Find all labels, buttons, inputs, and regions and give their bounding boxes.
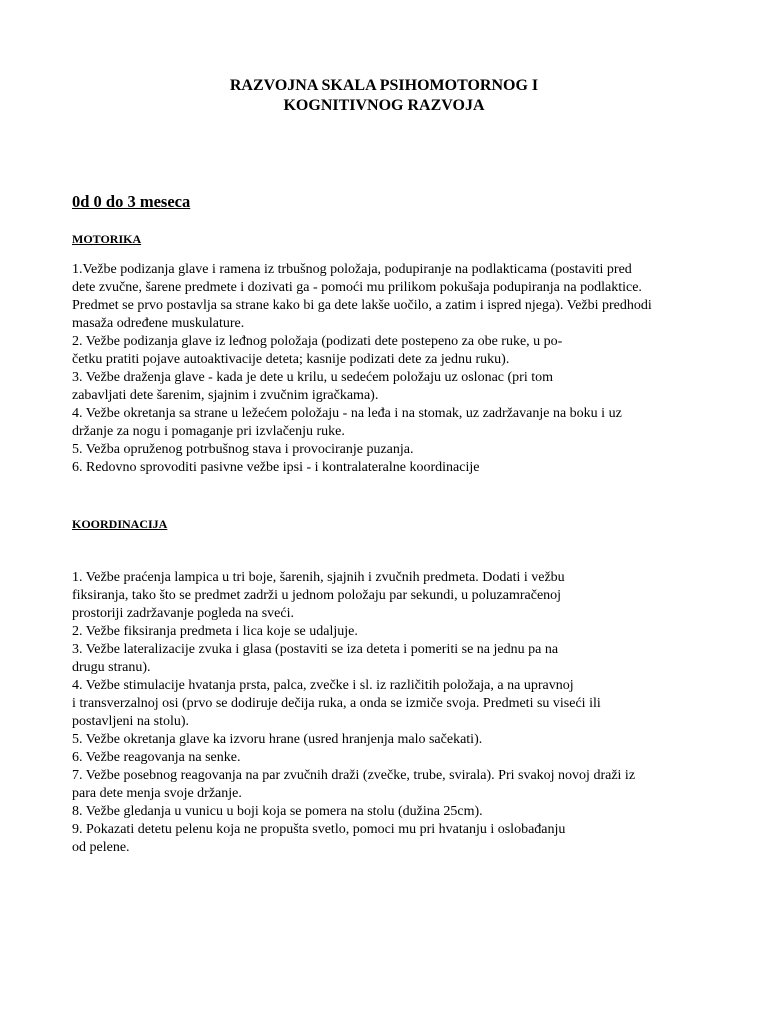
text-line: 3. Vežbe lateralizacije zvuka i glasa (postaviti se iza deteta i pomeriti se na jednu pa na — [72, 642, 559, 657]
text-line: fiksiranja, tako što se predmet zadrži u jednom položaju par sekundi, u poluzamračenoj — [72, 588, 562, 603]
text-line: 6. Redovno sprovoditi pasivne vežbe ipsi - i kontralateralne koordinacije — [72, 460, 480, 475]
text-line: 4. Vežbe okretanja sa strane u ležećem položaju - na leđa i na stomak, uz zadržavanje na boku i uz — [72, 406, 622, 421]
text-line: drugu stranu). — [72, 660, 151, 675]
text-line: 9. Pokazati detetu pelenu koja ne propušta svetlo, pomoci mu pri hvatanju i oslobađanju — [72, 822, 566, 837]
text-line: postavljeni na stolu). — [72, 714, 190, 729]
text-line: para dete menja svoje držanje. — [72, 786, 242, 801]
text-line: držanje za nogu i pomaganje pri izvlačenju ruke. — [72, 424, 345, 439]
text-line: i transverzalnoj osi (prvo se dodiruje dečija ruka, a onda se izmiče svoja. Predmeti su viseći ili — [72, 696, 601, 711]
motorika-paragraph — [72, 261, 712, 477]
text-line: 1. Vežbe praćenja lampica u tri boje, šarenih, sjajnih i zvučnih predmeta. Dodati i vežbu — [72, 570, 565, 585]
text-line: 4. Vežbe stimulacije hvatanja prsta, palca, zvečke i sl. iz različitih položaja, a na upravnoj — [72, 678, 574, 693]
text-line: dete zvučne, šarene predmete i dozivati ga - pomoći mu prilikom pokušaja podupiranja na podlaktice. — [72, 280, 642, 295]
text-line: 8. Vežbe gledanja u vunicu u boji koja se pomera na stolu (dužina 25cm). — [72, 804, 483, 819]
text-line: masaža određene muskulature. — [72, 316, 245, 331]
koordinacija-paragraph — [72, 569, 712, 857]
text-line: 5. Vežba opruženog potrbušnog stava i provociranje puzanja. — [72, 442, 414, 457]
text-line: 2. Vežbe podizanja glave iz leđnog položaja (podizati dete postepeno za obe ruke, u po- — [72, 334, 563, 349]
text-line: 2. Vežbe fiksiranja predmeta i lica koje se udaljuje. — [72, 624, 358, 639]
section-heading: 0d 0 do 3 meseca — [72, 192, 191, 211]
text-line: od pelene. — [72, 840, 130, 855]
text-line: zabavljati dete šarenim, sjajnim i zvučnim igračkama). — [72, 388, 379, 403]
text-line: 1.Vežbe podizanja glave i ramena iz trbušnog položaja, podupiranje na podlakticama (postaviti pred — [72, 262, 632, 277]
text-line: 5. Vežbe okretanja glave ka izvoru hrane (usred hranjenja malo sačekati). — [72, 732, 483, 747]
text-line: četku pratiti pojave autoaktivacije deteta; kasnije podizati dete za jednu ruku). — [72, 352, 510, 367]
text-line: Predmet se prvo postavlja sa strane kako bi ga dete lakše uočilo, a zatim i ispred njega). Vežbi predhodi — [72, 298, 652, 313]
document-title — [0, 76, 768, 116]
document-title-line: KOGNITIVNOG RAZVOJA — [283, 97, 485, 114]
text-line: 6. Vežbe reagovanja na senke. — [72, 750, 241, 765]
document-title-line: RAZVOJNA SKALA PSIHOMOTORNOG I — [229, 77, 539, 94]
text-line: 7. Vežbe posebnog reagovanja na par zvučnih draži (zvečke, trube, svirala). Pri svakoj novoj draži iz — [72, 768, 636, 783]
text-line: 3. Vežbe draženja glave - kada je dete u krilu, u sedećem položaju uz oslonac (pri tom — [72, 370, 553, 385]
text-line: prostoriji zadržavanje pogleda na sveći. — [72, 606, 294, 621]
koordinacija-heading: KOORDINACIJA — [72, 517, 168, 531]
motorika-heading: MOTORIKA — [72, 232, 142, 246]
